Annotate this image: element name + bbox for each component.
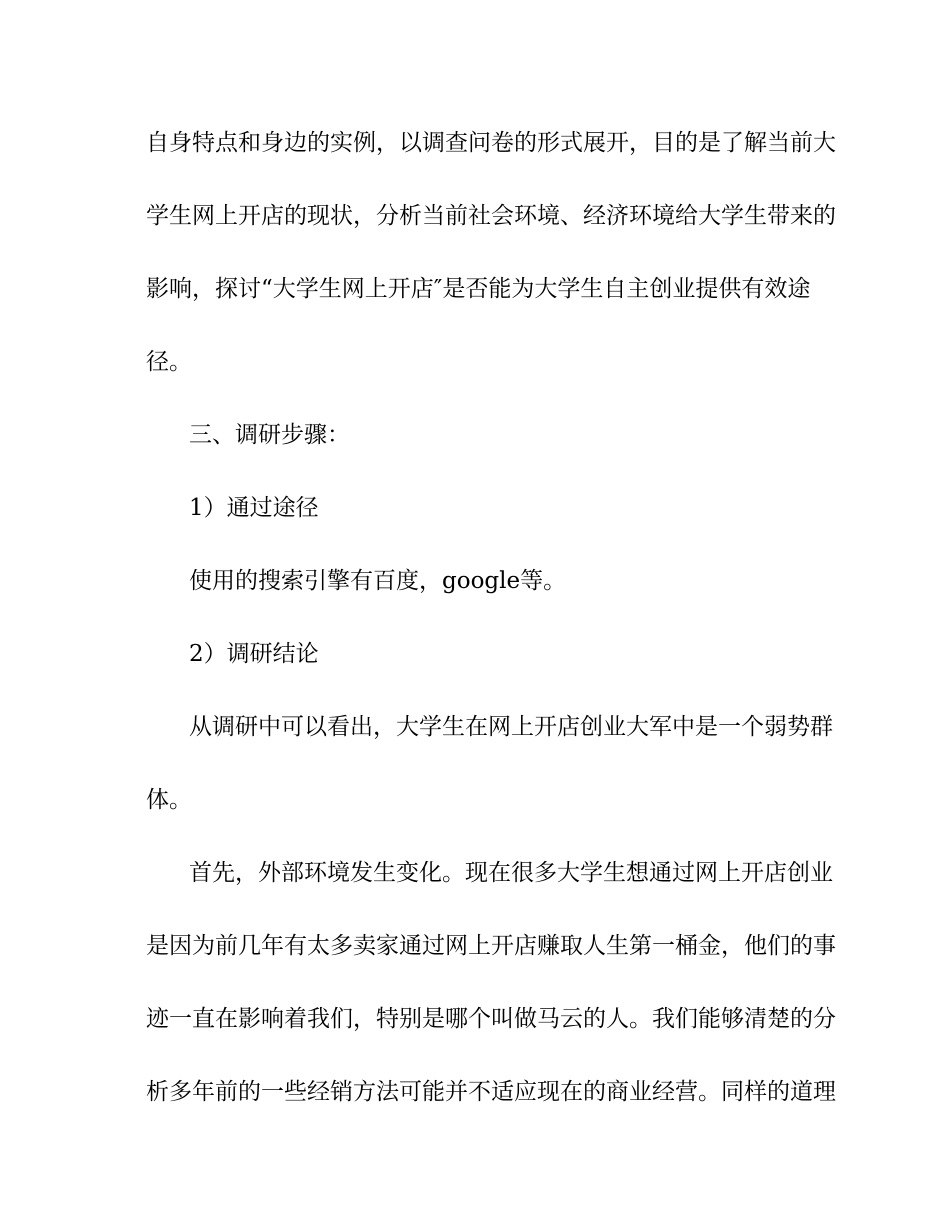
paragraph-line: 析多年前的一些经销方法可能并不适应现在的商业经营。同样的道理 [146,1079,836,1105]
subsection-heading: 2）调研结论 [189,641,319,667]
section-heading: 三、调研步骤： [189,422,350,448]
paragraph-line: 从调研中可以看出，大学生在网上开店创业大军中是一个弱势群 [189,714,833,740]
paragraph-line: 影响，探讨“大学生网上开店″是否能为大学生自主创业提供有效途 [146,276,811,302]
paragraph-line: 使用的搜索引擎有百度，google等。 [189,568,567,594]
paragraph-line: 迹一直在影响着我们，特别是哪个叫做马云的人。我们能够清楚的分 [146,1006,836,1032]
paragraph-line: 首先，外部环境发生变化。现在很多大学生想通过网上开店创业 [189,860,833,886]
paragraph-line: 体。 [146,787,192,813]
paragraph-line: 径。 [146,349,192,375]
paragraph-line: 学生网上开店的现状，分析当前社会环境、经济环境给大学生带来的 [146,203,836,229]
subsection-heading: 1）通过途径 [189,495,319,521]
paragraph-line: 是因为前几年有太多卖家通过网上开店赚取人生第一桶金，他们的事 [146,933,836,959]
paragraph-line: 自身特点和身边的实例，以调查问卷的形式展开，目的是了解当前大 [146,130,836,156]
